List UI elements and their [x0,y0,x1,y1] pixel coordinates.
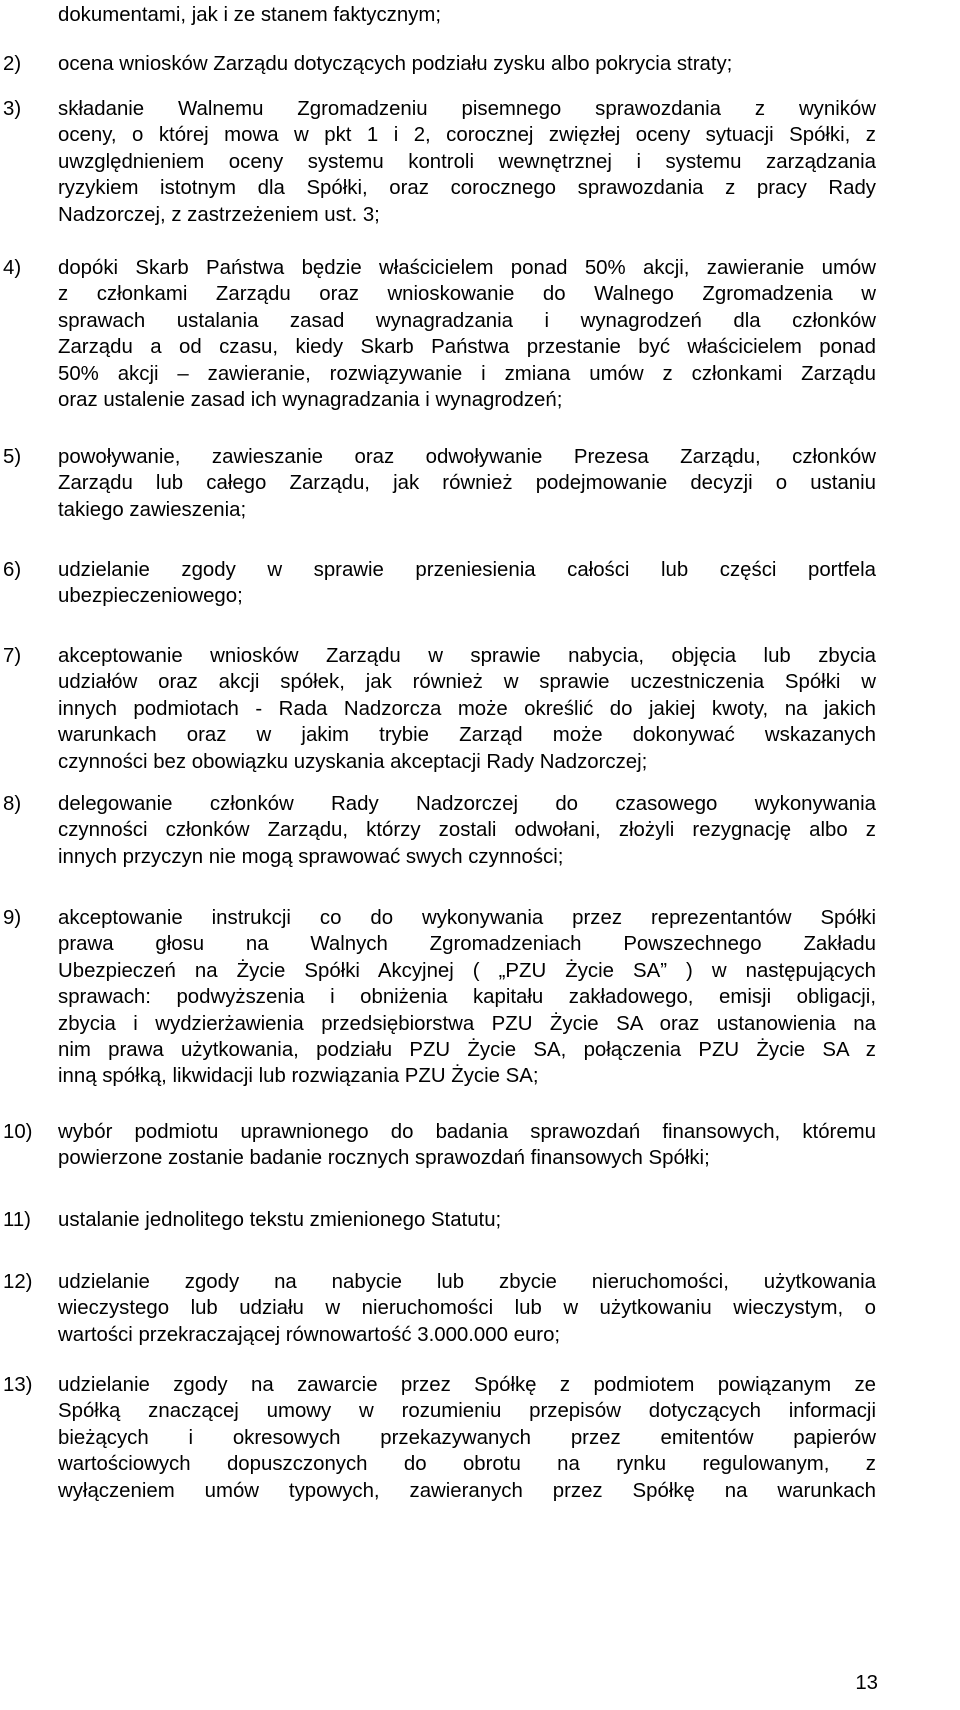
list-item-line: ocena wniosków Zarządu dotyczących podziału zysku albo pokrycia straty; [58,53,733,75]
list-item-number: 13) [3,1374,33,1396]
list-item-line: udzielanie zgody na nabycie lub zbycie nieruchomości, użytkowania [58,1271,876,1293]
list-item-number: 7) [3,645,22,667]
list-item-line: udziałów oraz akcji spółek, jak również w sprawie uczestniczenia Spółki w [58,671,876,694]
list-item-line: 50% akcji – zawieranie, rozwiązywanie i zmiana umów z członkami Zarządu [58,362,876,385]
list-item-line: z członkami Zarządu oraz wnioskowanie do Walnego Zgromadzenia w [58,283,876,306]
list-item-number: 9) [3,907,22,929]
list-item-line: warunkach oraz w jakim trybie Zarząd może dokonywać wskazanych [58,724,876,747]
list-item-number: 11) [3,1209,31,1231]
list-item-line: zbycia i wydzierżawienia przedsiębiorstwa PZU Życie SA oraz ustanowienia na [58,1012,876,1035]
list-item-line: wybór podmiotu uprawnionego do badania sprawozdań finansowych, któremu [58,1121,876,1143]
list-item-line: czynności członków Zarządu, którzy zostali odwołani, złożyli rezygnację albo z [58,819,876,842]
list-item-line: ustalanie jednolitego tekstu zmienionego Statutu; [58,1209,502,1231]
list-item-number: 2) [3,53,22,75]
list-item-number: 4) [3,257,22,279]
list-item-line: wieczystego lub udziału w nieruchomości lub w użytkowaniu wieczystym, o [58,1297,876,1320]
list-item-line: innych przyczyn nie mogą sprawować swych czynności; [58,845,564,868]
list-item-line: inną spółką, likwidacji lub rozwiązania PZU Życie SA; [58,1065,539,1088]
list-item-line: innych podmiotach - Rada Nadzorcza może określić do jakiej kwoty, na jakich [58,697,876,720]
list-item-number: 12) [3,1271,33,1293]
list-item-line: takiego zawieszenia; [58,498,247,521]
list-item-number: 8) [3,793,22,815]
list-item-line: oraz ustalenie zasad ich wynagradzania i wynagrodzeń; [58,389,563,411]
page-number: 13 [855,1672,878,1694]
list-item-line: Zarządu lub całego Zarządu, jak również podejmowanie decyzji o ustaniu [58,472,876,495]
intro-line: dokumentami, jak i ze stanem faktycznym; [58,4,442,26]
list-item-number: 5) [3,446,22,468]
list-item-line: Ubezpieczeń na Życie Spółki Akcyjnej ( „PZU Życie SA” ) w następujących [58,959,876,982]
list-item-line: akceptowanie wniosków Zarządu w sprawie nabycia, objęcia lub zbycia [58,645,876,667]
list-item-line: akceptowanie instrukcji co do wykonywania przez reprezentantów Spółki [58,907,876,929]
list-item-number: 10) [3,1121,33,1143]
list-item-line: Zarządu a od czasu, kiedy Skarb Państwa przestanie być właścicielem ponad [58,336,876,359]
list-item-line: wartościowych dopuszczonych do obrotu na rynku regulowanym, z [58,1453,876,1476]
list-item-number: 6) [3,559,22,581]
list-item-line: ryzykiem istotnym dla Spółki, oraz corocznego sprawozdania z pracy Rady [58,177,876,200]
list-item-line: udzielanie zgody w sprawie przeniesienia całości lub części portfela [58,559,876,581]
list-item-line: powierzone zostanie badanie rocznych sprawozdań finansowych Spółki; [58,1147,710,1170]
list-item-line: udzielanie zgody na zawarcie przez Spółkę z podmiotem powiązanym ze [58,1374,876,1396]
list-item-line: delegowanie członków Rady Nadzorczej do czasowego wykonywania [58,793,876,815]
list-item-line: dopóki Skarb Państwa będzie właścicielem ponad 50% akcji, zawieranie umów [58,257,876,279]
list-item-line: wartości przekraczającej równowartość 3.000.000 euro; [58,1323,561,1346]
list-item-line: czynności bez obowiązku uzyskania akceptacji Rady Nadzorczej; [58,750,648,773]
list-item-line: sprawach: podwyższenia i obniżenia kapitału zakładowego, emisji obligacji, [58,986,876,1009]
list-item-line: wyłączeniem umów typowych, zawieranych przez Spółkę na warunkach [58,1479,876,1502]
list-item-line: prawa głosu na Walnych Zgromadzeniach Powszechnego Zakładu [58,933,876,956]
list-item-line: powoływanie, zawieszanie oraz odwoływanie Prezesa Zarządu, członków [58,446,876,468]
list-item-line: składanie Walnemu Zgromadzeniu pisemnego sprawozdania z wyników [58,98,876,120]
list-item-number: 3) [3,98,22,120]
list-item-line: oceny, o której mowa w pkt 1 i 2, corocznej zwięzłej oceny sytuacji Spółki, z [58,124,876,147]
list-item-line: Nadzorczej, z zastrzeżeniem ust. 3; [58,203,380,226]
list-item-line: bieżących i okresowych przekazywanych przez emitentów papierów [58,1426,876,1449]
list-item-line: ubezpieczeniowego; [58,585,243,608]
list-item-line: nim prawa użytkowania, podziału PZU Życie SA, połączenia PZU Życie SA z [58,1039,876,1061]
list-item-line: sprawach ustalania zasad wynagradzania i wynagrodzeń dla członków [58,309,876,332]
list-item-line: Spółką znaczącej umowy w rozumieniu przepisów dotyczących informacji [58,1400,876,1423]
list-item-line: uwzględnieniem oceny systemu kontroli wewnętrznej i systemu zarządzania [58,150,876,173]
